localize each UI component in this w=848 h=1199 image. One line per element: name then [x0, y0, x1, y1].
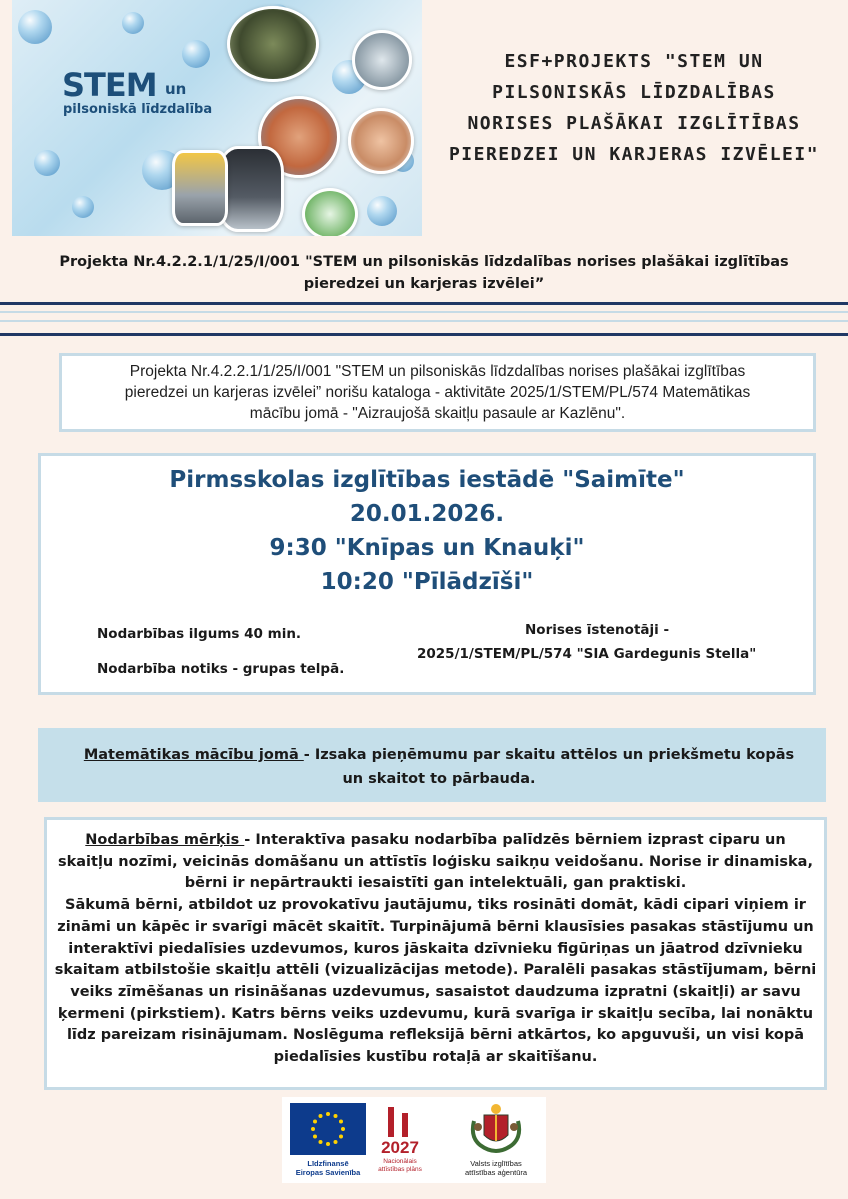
esf-project-title	[428, 46, 840, 170]
math-field-desc: - Izsaka pieņēmumu par skaitu attēlos un priekšmetu kopās	[303, 747, 795, 763]
catalog-text	[62, 361, 813, 424]
catalog-line: mācību jomā - "Aizraujošā skaitļu pasaule ar Kazlēnu".	[249, 405, 626, 422]
stem-logo-un: un	[165, 80, 187, 98]
event-location: Nodarbība notiks - grupas telpā.	[97, 661, 345, 677]
eu-flag-icon	[290, 1103, 366, 1155]
electronics-photo	[227, 6, 319, 82]
goal-line: bērni ir nepārtraukti iesaistīti gan intelektuāli, gan praktiski.	[184, 875, 687, 892]
eu-caption-line-1: Līdzfinansē	[307, 1159, 349, 1168]
nap-caption-line-2: attīstības plāns	[378, 1165, 422, 1173]
viaa-caption-line-2: attīstības aģentūra	[464, 1168, 528, 1177]
project-banner-image	[12, 0, 422, 236]
goal-line: skaitļu nozīmi, veicinās domāšanu un attīstīs loģisku saikņu veidošanu. Norise ir dinamiska,	[58, 853, 813, 870]
coat-of-arms-icon	[470, 1101, 522, 1155]
goal-first-line: - Interaktīva pasaku nodarbība palīdzēs bērniem izprast ciparu un	[244, 832, 786, 848]
divider-dark	[0, 302, 848, 305]
catalog-box	[59, 353, 816, 432]
catalog-line: pieredzei un karjeras izvēlei” norišu kataloga - aktivitāte 2025/1/STEM/PL/574 Matemātikas	[124, 384, 751, 401]
goal-line: zināmi un kāpēc ir svarīgi mācēt skaitīt. Turpinājumā bērni klausīsies pasakas stāstījumu un	[57, 918, 814, 935]
event-place: Pirmsskolas izglītības iestādē "Saimīte"	[169, 467, 685, 493]
math-field-label: Matemātikas mācību jomā	[83, 747, 304, 763]
event-date: 20.01.2026.	[349, 501, 505, 527]
stem-logo-subtitle: pilsoniskā līdzdalība	[63, 102, 213, 117]
science-hand-photo	[348, 108, 414, 174]
goal-line: Sākumā bērni, atbildot uz provokatīvu jautājumu, tiks rosināti domāt, kādi cipari viņiem ir	[65, 897, 806, 914]
nap-year: 2027	[381, 1138, 419, 1157]
viaa-caption-line-1: Valsts izglītības	[470, 1159, 522, 1168]
event-implementers-label: Norises īstenotāji -	[525, 622, 670, 638]
math-field-text	[54, 743, 824, 791]
catalog-line: Projekta Nr.4.2.2.1/1/25/I/001 "STEM un pilsoniskās līdzdalības norises plašākai izglītības	[129, 363, 746, 380]
math-field-desc-2: un skaitot to pārbauda.	[342, 771, 536, 787]
goal-line: skaitam atbilstošie skaitļu attēli (vizualizācijas metode). Paralēli pasakas stāstījumam, bērni	[54, 962, 817, 979]
goal-line: līdz pareizam risinājumam. Noslēguma refleksijā bērni atkārtos, ko apguvuši, un visi kopā	[66, 1027, 805, 1044]
viaa-caption	[448, 1159, 544, 1177]
divider-light	[0, 311, 848, 313]
nap-caption-line-1: Nacionālais	[383, 1158, 417, 1165]
divider-light	[0, 320, 848, 322]
event-session-2: 10:20 "Pīlādzīši"	[320, 569, 534, 595]
goal-text	[47, 830, 824, 1069]
goal-line: interaktīvi piedalīsies uzdevumos, kuros jāskaita dzīvnieku figūriņas un jāatrod dzīvnieku	[68, 940, 803, 957]
goal-box	[44, 817, 827, 1090]
robot-arm-photo	[172, 150, 228, 226]
project-number-heading	[20, 251, 828, 295]
project-line: Projekta Nr.4.2.2.1/1/25/I/001 "STEM un pilsoniskās līdzdalības norises plašākai izglītības	[59, 254, 789, 270]
funding-logos	[282, 1097, 546, 1183]
nap-caption	[370, 1158, 430, 1173]
nap-bars-icon	[380, 1105, 420, 1139]
flask-photo	[302, 188, 358, 236]
esf-title-line: ESF+PROJEKTS "STEM UN	[504, 51, 764, 72]
stem-logo-title: STEM	[62, 66, 157, 104]
esf-title-line: PILSONISKĀS LĪDZDALĪBAS	[492, 82, 776, 103]
eu-caption	[284, 1159, 372, 1177]
event-duration: Nodarbības ilgums 40 min.	[97, 626, 302, 642]
math-line-1	[54, 743, 824, 767]
goal-line-1	[47, 830, 824, 852]
divider-dark	[0, 333, 848, 336]
goal-label: Nodarbības mērķis	[85, 832, 245, 848]
esf-title-line: PIEREDZEI UN KARJERAS IZVĒLEI"	[448, 144, 820, 165]
event-session-1: 9:30 "Knīpas un Knauķi"	[269, 535, 585, 561]
goal-line: ķermeni (pirkstiem). Katrs bērns veiks uzdevumu, kurā svarīga ir skaitļu secība, lai nonāktu	[57, 1005, 814, 1022]
event-implementers-value: 2025/1/STEM/PL/574 "SIA Gardegunis Stella"	[417, 646, 757, 662]
goal-line: piedalīsies kustību rotaļā ar skaitīšanu.	[273, 1049, 598, 1066]
eu-caption-line-2: Eiropas Savienība	[295, 1168, 361, 1177]
circuit-board-photo	[352, 30, 412, 90]
project-line: pieredzei un karjeras izvēlei”	[303, 276, 545, 292]
esf-title-line: NORISES PLAŠĀKAI IZGLĪTĪBAS	[467, 113, 801, 134]
goal-line: veiks zīmēšanas un risināšanas uzdevumus, sasaistot daudzuma izpratni (skaitļi) ar savu	[70, 983, 801, 1000]
